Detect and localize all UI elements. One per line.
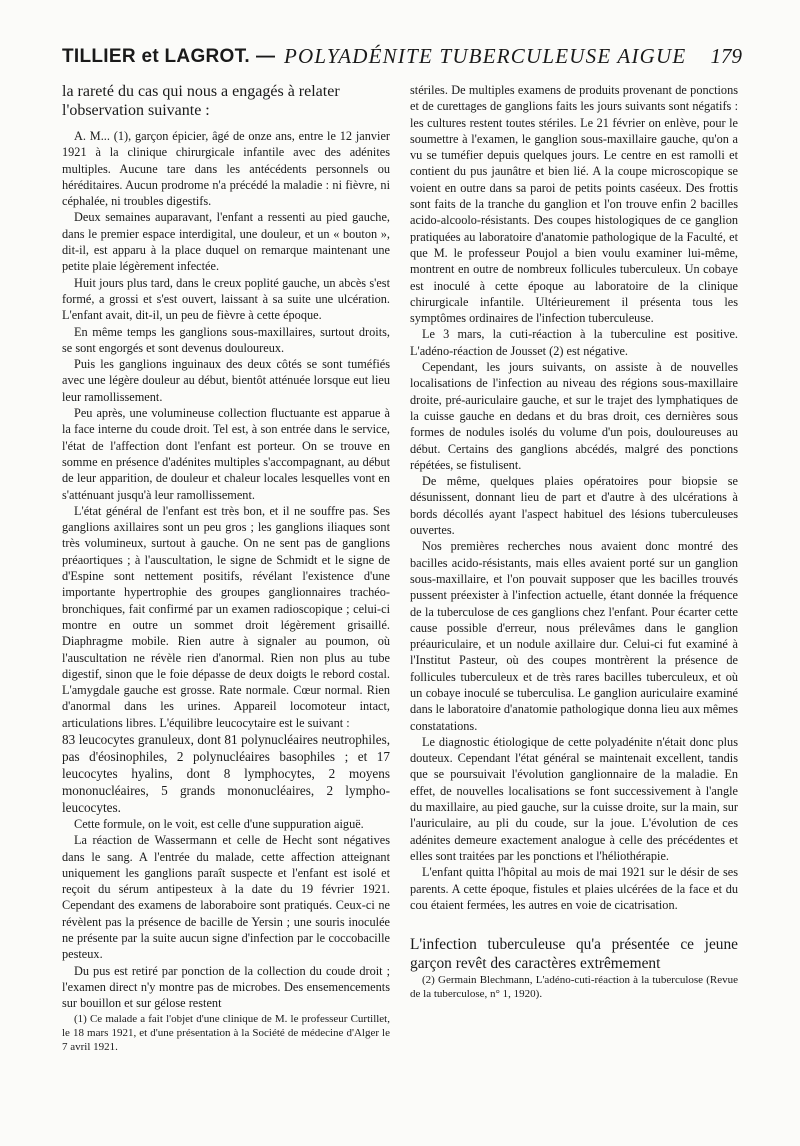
leukocyte-formula: 83 leucocytes granuleux, dont 81 polynucléaires neutrophiles, pas d'éosinophiles, 2 polynucléaires basophiles ; et 17 leucocytes hyalins, dont 8 lymphocytes, 2 moyens mononucléaires, 5 grands mononucléaires, 2 lympho-leucocytes. xyxy=(62,731,390,815)
closing-sentence: L'infection tuberculeuse qu'a présentée ce jeune garçon revêt des caractères extrêmement xyxy=(410,936,738,973)
paragraph: Peu après, une volumineuse collection fluctuante est apparue à la face interne du coude droit. Tel est, à son entrée dans le service, l'état de l'affection dont l'enfant est porteur. On se trouve en somme en présence d'adénites multiples s'accompagnant, au début de leur apparition, de douleur et chaleur locales lesquelles vont en s'atténuant jusqu'à leur ramollissement. xyxy=(62,406,390,502)
paragraph: A. M... (1), garçon épicier, âgé de onze ans, entre le 12 janvier 1921 à la clinique chirurgicale infantile avec des adénites multiples. Aucune tare dans les antécédents personnels ou héréditaires. Aucun prodrome n'a précédé la maladie : ni fièvre, ni céphalée, ni troubles digestifs. xyxy=(62,129,390,209)
paragraph: L'état général de l'enfant est très bon, et il ne souffre pas. Ses ganglions axillaires sont un peu gros ; les ganglions iliaques sont très volumineux, surtout à gauche. On ne sent pas de ganglions préaortiques ; à l'auscultation, le signe de Schmidt et le signe de d'Espine sont nettement positifs, révélant l'existence d'une importante hypertrophie des groupes ganglionnaires trachéo-bronchiques, fait confirmé par un examen radioscopique ; celui-ci montre en outre un sommet droit légèrement grisaillé. Diaphragme mobile. Rien autre à signaler au poumon, où l'auscultation ne révèle rien d'anormal. Rien non plus au tube digestif, sinon que le foie dépasse de deux doigts le rebord costal. L'amygdale gauche est grosse. Rate normale. Cœur normal. Rien d'anormal dans les urines. Appareil locomoteur intact, articulations libres. L'équilibre leucocytaire est le suivant : xyxy=(62,503,390,730)
footnote-2: (2) Germain Blechmann, L'adéno-cuti-réaction à la tuberculose (Revue de la tuberculose, n° 1, 1920). xyxy=(410,974,738,1001)
running-header xyxy=(62,42,742,76)
paragraph: Du pus est retiré par ponction de la collection du coude droit ; l'examen direct n'y montre pas de microbes. Des ensemencements sur bouillon et sur gélose restent xyxy=(62,963,390,1011)
right-column xyxy=(410,82,738,1001)
paragraph: L'enfant quitta l'hôpital au mois de mai 1921 sur le désir de ses parents. A cette époque, fistules et plaies ulcérées de la face et du cou étaient fermées, les autres en voie de cicatrisation. xyxy=(410,865,738,912)
paragraph: stériles. De multiples examens de produits provenant de ponctions et de curettages de ganglions faits les jours suivants sont négatifs : les cultures restent toutes stériles. Le 21 février on enlève, pour le soumettre à l'examen, le ganglion sous-maxillaire gauche, qu'on a vu se tuméfier depuis quelques jours. Le centre en est ramolli et contient du pus jaunâtre et bien lié. A la coupe microscopique se voient en outre dans sa paroi de petits points caséeux. Des frottis sont faits de la tranche du ganglion et l'on trouve enfin 2 bacilles acido-alcoolo-résistants. Des coupes histologiques de ce ganglion pratiquées au laboratoire d'anatomie pathologique de la Faculté, et que M. le professeur Poujol a bien voulu examiner lui-même, montrent en outre de nombreux follicules tuberculeux. Un cobaye est inoculé à cette époque au laboratoire de la clinique chirurgicale infantile. Ultérieurement il présenta tous les symptômes ordinaires de l'infection tuberculeuse. xyxy=(410,83,738,326)
header-authors: TILLIER et LAGROT. xyxy=(62,46,251,67)
paragraph: Le 3 mars, la cuti-réaction à la tuberculine est positive. L'adéno-réaction de Jousset (2) est négative. xyxy=(410,327,738,358)
paragraph: Le diagnostic étiologique de cette polyadénite n'était donc plus douteux. Cependant l'état général se maintenait excellent, tandis que se poursuivait l'évolution ganglionnaire de la maladie. En effet, de nouvelles localisations se font successivement à l'angle du maxillaire, au pied gauche, sur la cuisse droite, sur la main, sur l'auriculaire, au pli du coude, sur la joue. L'évolution de ces adénites demeure exactement analogue à celle des précédentes et elles sont traitées par les ponctions et l'héliothérapie. xyxy=(410,734,738,863)
intro-sentence: la rareté du cas qui nous a engagés à relater l'observation suivante : xyxy=(62,83,340,119)
header-title: POLYADÉNITE TUBERCULEUSE AIGUE xyxy=(284,44,687,68)
paragraph: Cette formule, on le voit, est celle d'une suppuration aiguë. xyxy=(74,816,364,831)
paragraph: Nos premières recherches nous avaient donc montré des bacilles acido-résistants, mais elles avaient porté sur un ganglion sous-maxillaire, et l'on pouvait supposer que les bacilles trouvés pussent préexister à l'infection actuelle, étant donnée la fréquence de la tuberculose de ces ganglions chez l'enfant. Pour écarter cette cause possible d'erreur, nous prélevâmes dans le ganglion préauriculaire, et un nodule axillaire dur. Celui-ci fut examiné à l'Institut Pasteur, où des coupes montrèrent la présence de follicules tuberculeux et de très rares bacilles tuberculeux, et où un cobaye inoculé se tuberculisa. Le ganglion auriculaire examiné dans le laboratoire d'anatomie pathologique donna lieu aux mêmes constatations. xyxy=(410,539,738,733)
paragraph: Puis les ganglions inguinaux des deux côtés se sont tuméfiés avec une légère douleur au début, bientôt atténuée lorsque eut lieu leur ramollissement. xyxy=(62,357,390,404)
paragraph: Cependant, les jours suivants, on assiste à de nouvelles localisations de l'infection au niveau des régions sous-maxillaire droite, pré-auriculaire gauche, et sur le trajet des lymphatiques de la cuisse gauche en dedans et du bras droit, ces dernières sous formes de nodules isolés du volume d'un pois, douloureuses au début. Certains des ganglions abcédés, malgré des ponctions répétées, se fistulisent. xyxy=(410,360,738,472)
page-number: 179 xyxy=(710,44,742,68)
paragraph: En même temps les ganglions sous-maxillaires, surtout droits, se sont engorgés et sont devenus douloureux. xyxy=(62,324,390,355)
header-dash: — xyxy=(256,46,275,67)
left-column xyxy=(62,82,390,1054)
footnote-1: (1) Ce malade a fait l'objet d'une clinique de M. le professeur Curtillet, le 18 mars 1921, et d'une présentation à la Société de médecine d'Alger le 7 avril 1921. xyxy=(62,1012,390,1053)
paragraph: Deux semaines auparavant, l'enfant a ressenti au pied gauche, dans le premier espace interdigital, une douleur, et un « bouton », dit-il, est apparu à la place duquel on remarque maintenant une petite plaie légèrement infectée. xyxy=(62,210,390,274)
paragraph: Huit jours plus tard, dans le creux poplité gauche, un abcès s'est formé, a grossi et s'est ouvert, laissant à sa suite une ulcération. L'enfant avait, dit-il, un peu de fièvre à cette époque. xyxy=(62,275,390,323)
paragraph: De même, quelques plaies opératoires pour biopsie se désunissent, donnant lieu de part et d'autre à des ulcérations à bords décollés ayant l'aspect habituel des lésions tuberculeuses ouvertes. xyxy=(410,474,738,538)
paragraph: La réaction de Wassermann et celle de Hecht sont négatives dans le sang. A l'entrée du malade, cette affection atteignant uniquement les ganglions paraît suspecte et l'enfant est isolé et reçoit du sérum antipesteux à la date du 19 février 1921. Cependant des examens de laboraboire sont pratiqués. Ceux-ci ne révèlent pas la présence de bacille de Yersin ; une souris inoculée ne présente par la suite aucun signe d'infection par le coccobacille pesteux. xyxy=(62,833,390,962)
